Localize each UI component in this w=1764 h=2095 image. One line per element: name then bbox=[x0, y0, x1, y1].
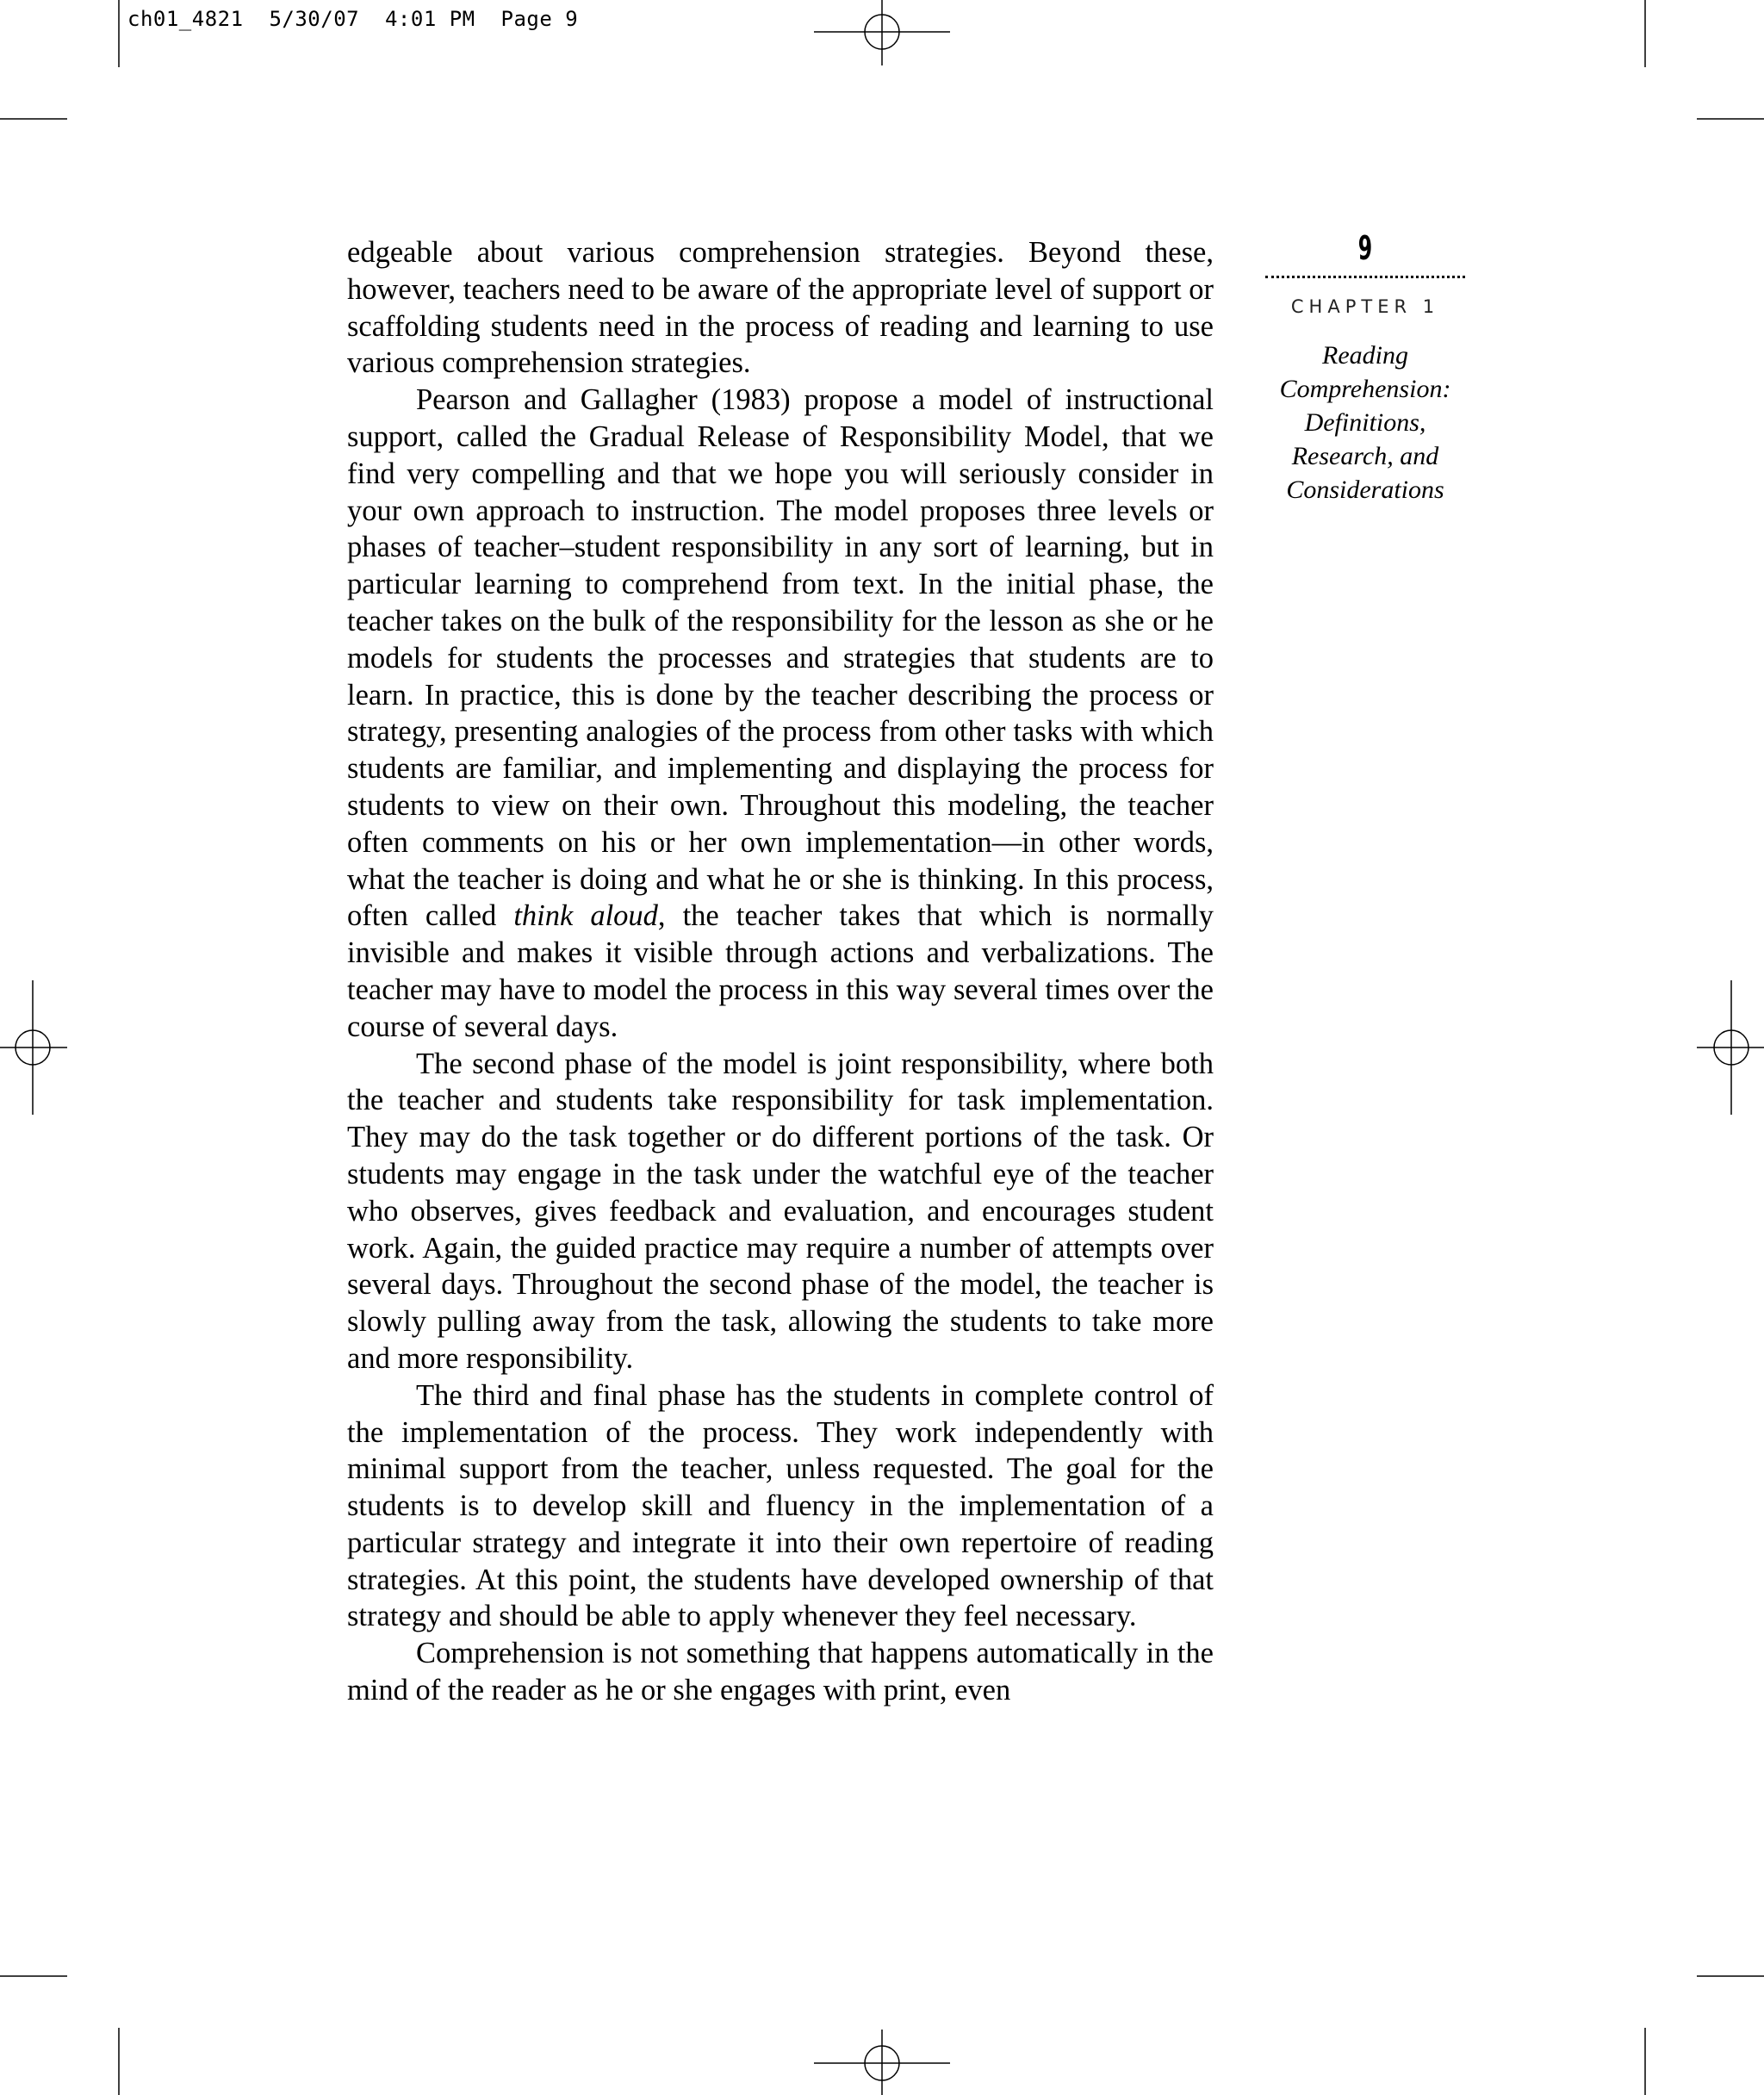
paragraph-2-italic-term: think aloud bbox=[513, 899, 658, 933]
chapter-title-line: Definitions, bbox=[1304, 408, 1426, 437]
print-slug-line: ch01_4821 5/30/07 4:01 PM Page 9 bbox=[127, 7, 579, 31]
registration-mark-right bbox=[1697, 980, 1764, 1115]
body-text bbox=[347, 234, 1214, 1709]
registration-mark-top bbox=[814, 0, 950, 65]
paragraph-5: Comprehension is not something that happens automatically in the mind of the reader as he or she engages with print, even bbox=[347, 1637, 1214, 1707]
paragraph-3: The second phase of the model is joint responsibility, where both the teacher and students take responsibility for task implementation. They may do the task together or do different portions of the task. Or students may engage in the task under the watchful eye of the teacher who observes, gives feedback and evaluation, and encourages student work. Again, the guided practice may require a number of attempts over several days. Throughout the second phase of the model, the teacher is slowly pulling away from the task, allowing the students to take more and more responsibility. bbox=[347, 1047, 1214, 1375]
chapter-title-line: Comprehension: bbox=[1279, 375, 1451, 403]
paragraph-1: edgeable about various comprehension strategies. Beyond these, however, teachers need to be aware of the appropriate level of support or scaffolding students need in the process of reading and learning to use various comprehension strategies. bbox=[347, 236, 1214, 380]
running-sidebar bbox=[1262, 226, 1469, 507]
chapter-title-line: Research, and bbox=[1291, 442, 1439, 470]
page-number: 9 bbox=[1357, 229, 1373, 267]
registration-mark-bottom bbox=[814, 2030, 950, 2095]
paragraph-2-part-2: , the teacher takes that which is normally invisible and makes it visible through actions and verbalizations. The teacher may have to model the process in this way several times over the course of several days. bbox=[347, 899, 1214, 1043]
paragraph-4: The third and final phase has the students in complete control of the implementation of the process. They work independently with minimal support from the teacher, unless requested. The goal for the students is to develop skill and fluency in the implementation of a particular strategy and integrate it into their own repertoire of reading strategies. At this point, the students have developed ownership of that strategy and should be able to apply whenever they feel necessary. bbox=[347, 1378, 1214, 1633]
chapter-title-line: Considerations bbox=[1286, 476, 1444, 504]
registration-mark-left bbox=[0, 980, 67, 1115]
chapter-title bbox=[1262, 339, 1469, 507]
paragraph-2 bbox=[347, 382, 1214, 1045]
paragraph-2-part-1: Pearson and Gallagher (1983) propose a model of instructional support, called the Gradual Release of Responsibility Model, that we find very compelling and that we hope you will seriously consider in your own approach to instruction. The model proposes three levels or phases of teacher–student responsibility in any sort of learning, but in particular learning to comprehend from text. In the initial phase, the teacher takes on the bulk of the responsibility for the lesson as she or he models for students the processes and strategies that students are to learn. In practice, this is done by the teacher describing the process or strategy, presenting analogies of the process from other tasks with which students are familiar, and implementing and displaying the process for students to view on their own. Throughout this modeling, the teacher often comments on his or her own implementation—in other words, what the teacher is doing and what he or she is thinking. In this process, often called bbox=[347, 383, 1214, 933]
dotted-rule bbox=[1265, 276, 1465, 278]
chapter-title-line: Reading bbox=[1322, 341, 1408, 370]
chapter-label: CHAPTER 1 bbox=[1290, 296, 1440, 317]
